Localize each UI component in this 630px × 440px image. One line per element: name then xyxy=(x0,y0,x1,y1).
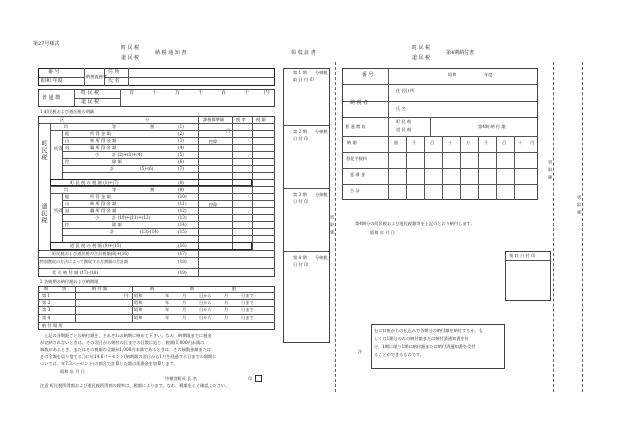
pref-row-6-num: (14) xyxy=(178,222,187,227)
town-row-7-a: 計 xyxy=(110,166,115,171)
left-title-town: 町 民 税 xyxy=(121,45,140,51)
mayor-signature: 中頓別町長 氏 名 xyxy=(165,376,197,381)
deduct-col-label: 控除 xyxy=(209,139,218,144)
pref-row-7-num: (15) xyxy=(178,229,187,234)
receipt-surcharge: 督促手数料 xyxy=(346,156,367,161)
period-4-label: 第 4 期 xyxy=(293,255,307,260)
pref-row-5-b: 計 (10)+(11)+(12) xyxy=(112,215,151,220)
tax-type-label: 普 通 徴 xyxy=(42,95,61,101)
notice-line-4: その全額を切り捨てる。)に年14.6パーセント(納期限の翌日から1月を経過する日までの期間に xyxy=(40,354,217,359)
town-row-3-b: 林 所 得 金 額 xyxy=(90,138,117,143)
town-row-4-b: 職 所 得 金 額 xyxy=(90,145,117,150)
cut-line-left xyxy=(335,62,336,392)
period-4-sub: 分納税 xyxy=(315,255,328,260)
town-row-1-b: 等 xyxy=(112,124,117,129)
receipt-stamp-box xyxy=(505,251,551,301)
cut-line-label-right: 切 取 線 xyxy=(548,160,554,181)
sched-period-1: 第 1 xyxy=(42,293,51,298)
sched-yen: 円 xyxy=(124,293,129,298)
pref-row-6-a: 控 xyxy=(65,222,70,227)
sched-h-ki: 期 xyxy=(44,286,49,291)
pref-row-2-b: 所 得 金 額 xyxy=(90,194,111,199)
pref-tax-side-label: 道民税 xyxy=(40,203,47,224)
pref-row-1-num: (9) xyxy=(178,187,184,192)
unit-juu: 十 xyxy=(152,90,158,96)
seal-label: 印 xyxy=(248,376,253,381)
pref-row-4-b: 職 所 得 金 額 xyxy=(90,208,117,213)
row19-label: 差 引 納 付 額 (17)-(18) xyxy=(52,270,99,275)
sched-period-4: 第 4 xyxy=(42,315,51,320)
pref-row-3-a: 山 xyxy=(65,201,70,206)
pref-row-1-b: 等 xyxy=(112,187,117,192)
cut-line-label-left: 切 取 線 xyxy=(330,215,336,236)
sched-h-ki2: 期 xyxy=(190,286,195,291)
town-row-6-num: (6) xyxy=(178,159,184,164)
sched-h-gen: 限 xyxy=(232,286,237,291)
town-row-7-b: (5)-(6) xyxy=(140,166,154,171)
unit-man: 万 xyxy=(175,90,181,96)
sched-h-nou: 納 xyxy=(150,286,155,291)
town-row-6-b: 除 額 xyxy=(112,159,122,164)
unit-sen: 千 xyxy=(198,90,204,96)
pay-place-label: 納 付 場 所 xyxy=(42,323,63,328)
town-row-1-num: (1) xyxy=(178,124,184,129)
pref-row-3-num: (11) xyxy=(178,201,187,206)
town-tax-side-label: 町民税 xyxy=(40,140,47,161)
receipt-amount-label: 納 額 xyxy=(347,140,357,145)
pref-row-1-c: 割 xyxy=(150,187,155,192)
cut-line-far-right xyxy=(582,62,583,392)
town-row-3-num: (3) xyxy=(178,138,184,143)
period-2-date-label: 日 付 印 xyxy=(293,136,309,141)
receipt-title: 領 収 証 書 xyxy=(291,50,316,56)
town-row-6-a: 控 xyxy=(65,159,70,164)
period-1-date-label: 取 日 付 印 xyxy=(293,77,314,82)
schedule-title: 2 各納期の納付額および納期限 xyxy=(40,279,99,284)
col-header-bun: 分 xyxy=(145,117,150,122)
period-2-label: 第 2 期 xyxy=(293,129,307,134)
period-2-sub: 分納税 xyxy=(315,129,328,134)
official-seal-box xyxy=(255,375,262,382)
town-row-8-num: (8) xyxy=(178,180,184,185)
row17-num: (17) xyxy=(178,251,187,256)
cut-line-label-far-right: 切 取 線 xyxy=(577,195,583,216)
right-tax-town: 町 民 税 xyxy=(412,45,431,51)
name-label: 氏 名 xyxy=(108,78,120,84)
receipt-stamp-label: 領 収 日 付 印 xyxy=(509,253,536,258)
receipt-note-line-4: ることができるものです。 xyxy=(374,352,424,357)
unit-yen: 円 xyxy=(264,90,270,96)
receipt-note-line-3: け、1期に限り1期に納付額または納付済通知書を受付 xyxy=(374,344,476,349)
row18-num: (18) xyxy=(178,259,187,264)
town-row-1-a: 均 xyxy=(64,124,69,129)
unit-hyaku: 百 xyxy=(129,90,135,96)
period-1-sub: 分納税 xyxy=(315,70,328,75)
pref-row-4-num: (12) xyxy=(178,208,187,213)
row19-num: (19) xyxy=(178,270,187,275)
period-3-label: 第 3 期 xyxy=(293,192,307,197)
pref-row-6-b: 除 額 xyxy=(112,222,122,227)
form-number: 第27号様式 xyxy=(33,41,60,47)
receipt-period-amount-label: 第4期 納 付 額 xyxy=(478,124,506,129)
town-row-4-a: 退 xyxy=(65,145,70,150)
right-tax-pref: 道 民 税 xyxy=(412,55,431,61)
pref-row-2-num: (10) xyxy=(178,194,187,199)
left-title-main: 納 税 通 知 書 xyxy=(155,50,187,56)
town-row-3-a: 山 xyxy=(65,138,70,143)
town-row-2-num: (2) xyxy=(178,131,184,136)
period-3-date-label: 日 付 印 xyxy=(293,199,309,204)
town-row-5-b: 計 (2)+(3)+(4) xyxy=(112,152,143,157)
town-row-5-a: 小 xyxy=(95,152,100,157)
town-row-4-num: (4) xyxy=(178,145,184,150)
receipt-date: 昭和 年 月 日 xyxy=(370,230,395,235)
receipt-number-label: 番 号 xyxy=(362,72,374,78)
row18-label: 特別徴収の方法によって徴収する月割額の合計額 xyxy=(40,259,128,264)
receipt-note-label: 注 xyxy=(358,349,363,354)
deduct-col-label-2: 控除 xyxy=(209,202,218,207)
receipt-payer-label: 納 税 者 xyxy=(350,100,369,106)
periods-column xyxy=(283,68,330,343)
address-label: 住 所 xyxy=(108,69,120,75)
receipt-era: 昭和 xyxy=(448,72,457,77)
pref-row-1-a: 均 xyxy=(64,187,69,192)
town-row-2-b: 所 得 金 額 xyxy=(90,131,111,136)
pref-row-8-a: 道 民 税 の 税 額 (9)+(15) xyxy=(70,243,122,248)
receipt-table xyxy=(342,68,538,200)
breakdown-title: 1 町民税および道民税の明細 xyxy=(40,109,95,114)
income-col-label-2: 所得 xyxy=(54,208,63,213)
left-title-pref: 道 民 税 xyxy=(121,55,140,61)
cut-line-right xyxy=(553,62,554,392)
pref-row-2-a: 総 xyxy=(65,194,70,199)
col-header-base: 課税標準額 xyxy=(203,117,224,122)
notice-line-1: 上記の各期限ごとの納付額を、それぞれの納期に納めて下さい。なお、納期限までに税金 xyxy=(44,333,212,338)
right-title: 第4期納付書 xyxy=(446,50,475,56)
town-row-1-c: 割 xyxy=(150,124,155,129)
receipt-name-label: 氏 名 xyxy=(396,106,406,111)
sched-period-2: 第 2 xyxy=(42,300,51,305)
notice-line-5: ついては、年7.3パーセント)の割合で計算した額の延滞金を加算します。 xyxy=(40,361,178,366)
town-row-2-a: 総 xyxy=(65,131,70,136)
notice-line-2: が完納されないときは、その翌日から納付の日までの日数に応じ、税額(1,000円未満の xyxy=(40,340,205,345)
payer-label: 納税義務者 xyxy=(86,74,107,79)
year-label: 昭和 年度 xyxy=(41,78,63,84)
sched-h-betsu: 別 xyxy=(62,286,67,291)
col-header-rate: 税 率 xyxy=(236,117,246,122)
receipt-note-line-1: 右に口座からの払込みで各期分の納付額を納付するか、も xyxy=(374,328,483,333)
income-col-label: 所得 xyxy=(54,146,63,151)
sign-date: 昭和 年 月 日 xyxy=(60,369,85,374)
town-row-7-num: (7) xyxy=(178,166,184,171)
receipt-delay: 延 滞 金 xyxy=(350,172,366,177)
pref-row-3-b: 林 所 得 金 額 xyxy=(90,201,117,206)
receipt-note-line-2: しくは1期分のみの納付額または納付済通知書を付 xyxy=(374,336,469,341)
pref-row-5-num: (13) xyxy=(178,215,187,220)
receipt-year-label: 年度 xyxy=(484,72,493,77)
unit-hyaku2: 百 xyxy=(221,90,227,96)
receipt-statement: 第4期分の町民税および道民税額等を上記のとおり納付します。 xyxy=(355,221,475,226)
notice-line-3: 端数があるとき、またはその税額の全額が1,000円未満であるときは、その端数金額または xyxy=(40,347,211,352)
pref-row-7-b: (13)-(14) xyxy=(140,229,159,234)
pref-row-8-num: (16) xyxy=(178,243,187,248)
period-4-date-label: 日 付 印 xyxy=(293,262,309,267)
period-1-label: 第 1 期 xyxy=(293,70,307,75)
footer-note: 注意 町民税所得割および道民税所得割の税率は、税額によります。なお、税額をよく確認ください。 xyxy=(40,383,230,388)
town-row-8-a: 町 民 税 の 税 額 (1)+(7) xyxy=(70,180,119,185)
tax-row-pref: 道 民 税 xyxy=(81,99,100,105)
pref-row-7-a: 計 xyxy=(110,229,115,234)
receipt-address-label: 住 (居) 所 xyxy=(396,88,415,93)
col-header-amount: 税 額 xyxy=(256,117,266,122)
tax-row-town: 町 民 税 xyxy=(81,90,100,96)
receipt-tax-row-pref: 道 民 税 xyxy=(396,127,412,132)
period-3-sub: 分納税 xyxy=(315,192,328,197)
sched-period-3: 第 3 xyxy=(42,307,51,312)
pref-row-4-a: 退 xyxy=(65,208,70,213)
receipt-tax-row-town: 町 民 税 xyxy=(396,119,412,124)
town-row-5-num: (5) xyxy=(178,152,184,157)
yen-mark-1: 円 xyxy=(226,128,231,133)
col-header-ku: 区 xyxy=(60,117,65,122)
pref-row-5-a: 小 xyxy=(95,215,100,220)
sched-h-amount: 納 付 額 xyxy=(92,286,108,291)
receipt-total: 合 計 xyxy=(350,188,360,193)
row17-label: 町民税および道民税の合計税額(8)+(16) xyxy=(52,251,129,256)
unit-juu2: 十 xyxy=(244,90,250,96)
receipt-tax-type: 普 通 徴 収 xyxy=(345,124,366,129)
number-label: 番 号 xyxy=(48,69,60,75)
